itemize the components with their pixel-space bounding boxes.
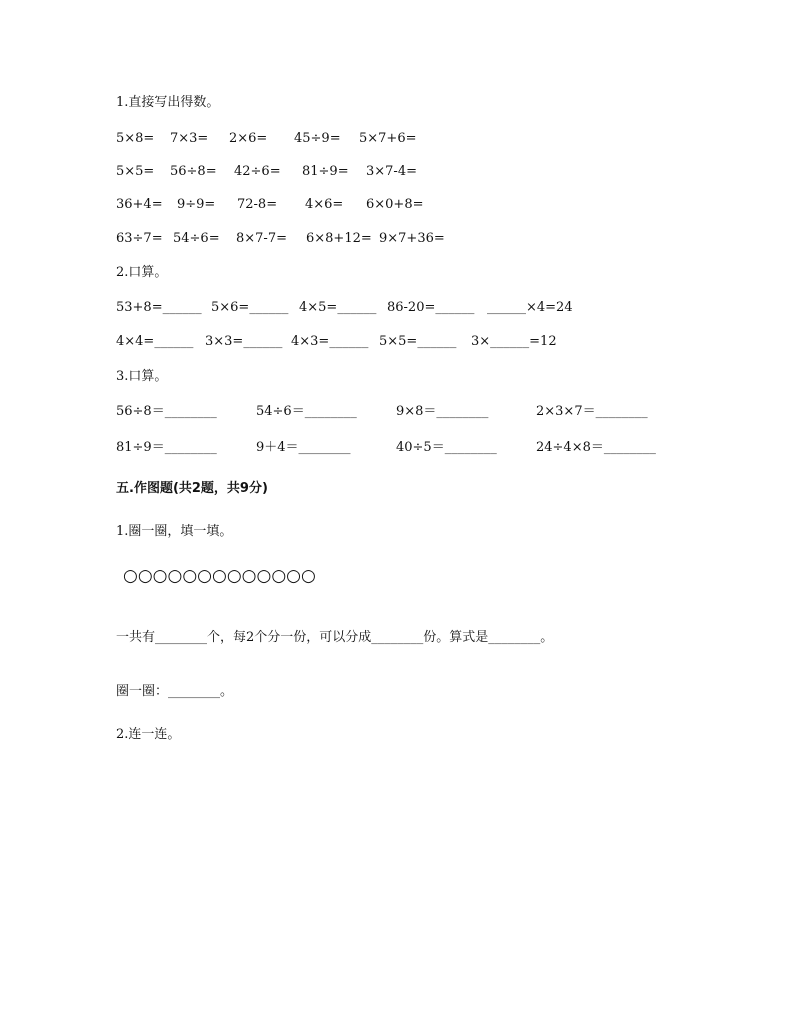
- problem: 81÷9=: [302, 164, 349, 179]
- section3-title: 3.口算。: [116, 369, 168, 384]
- problem: 56÷8＝________: [116, 404, 217, 419]
- problem: 63÷7=: [116, 231, 163, 246]
- q1-title: 1.圈一圈，填一填。: [116, 524, 233, 539]
- problem: 3×7-4=: [366, 164, 417, 179]
- problem: 24÷4×8＝________: [536, 440, 656, 455]
- problem: 9×7+36=: [379, 231, 445, 246]
- problem: 72-8=: [237, 197, 278, 212]
- problem: 8×7-7=: [236, 231, 287, 246]
- problem: 2×3×7＝________: [536, 404, 648, 419]
- section1-title: 1.直接写出得数。: [116, 95, 220, 110]
- problem: 53+8=______: [116, 300, 202, 315]
- problem: 6×0+8=: [366, 197, 424, 212]
- circles-row: ○○○○○○○○○○○○○: [123, 566, 316, 586]
- section5-title: 五.作图题(共2题，共9分): [116, 481, 268, 496]
- problem: 3×______=12: [471, 334, 557, 349]
- problem: 4×3=______: [291, 334, 369, 349]
- problem: 40÷5＝________: [396, 440, 497, 455]
- problem: 36+4=: [116, 197, 163, 212]
- problem: 9×8＝________: [396, 404, 489, 419]
- problem: 4×5=______: [299, 300, 377, 315]
- problem: ______×4=24: [487, 300, 573, 315]
- problem: 42÷6=: [234, 164, 281, 179]
- problem: 7×3=: [170, 131, 209, 146]
- problem: 5×6=______: [211, 300, 289, 315]
- problem: 5×5=: [116, 164, 155, 179]
- q1-fill-sentence: 一共有________个，每2个分一份，可以分成________份。算式是________。: [116, 630, 554, 645]
- problem: 5×8=: [116, 131, 155, 146]
- problem: 9÷9=: [177, 197, 216, 212]
- problem: 3×3=______: [205, 334, 283, 349]
- problem: 45÷9=: [294, 131, 341, 146]
- problem: 81÷9＝________: [116, 440, 217, 455]
- problem: 6×8+12=: [306, 231, 372, 246]
- problem: 9＋4＝________: [256, 440, 351, 455]
- q2-title: 2.连一连。: [116, 727, 181, 742]
- problem: 54÷6=: [173, 231, 220, 246]
- problem: 86-20=______: [387, 300, 475, 315]
- section2-title: 2.口算。: [116, 265, 168, 280]
- q1-circle-answer: 圈一圈：________。: [116, 684, 234, 699]
- problem: 4×4=______: [116, 334, 194, 349]
- problem: 5×7+6=: [359, 131, 417, 146]
- problem: 2×6=: [229, 131, 268, 146]
- problem: 4×6=: [305, 197, 344, 212]
- problem: 54÷6＝________: [256, 404, 357, 419]
- problem: 56÷8=: [170, 164, 217, 179]
- problem: 5×5=______: [379, 334, 457, 349]
